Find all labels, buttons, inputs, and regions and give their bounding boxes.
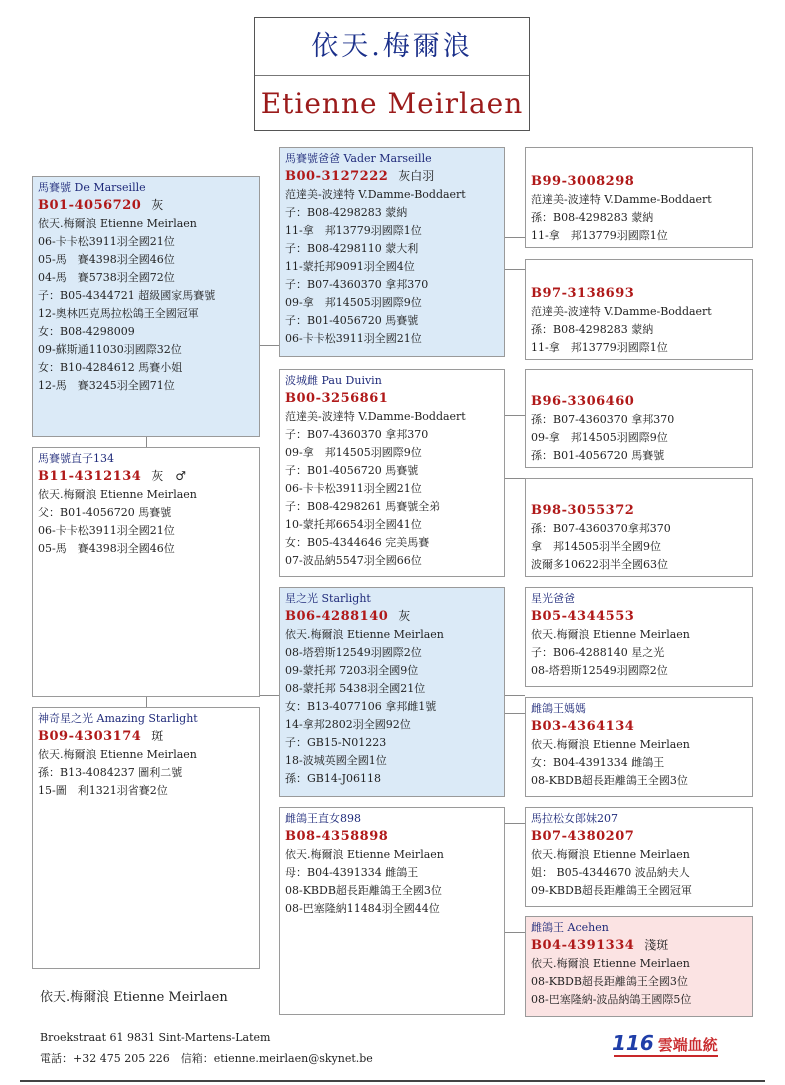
info-line: 孫：B13-4084237 圖利二號: [38, 766, 183, 779]
info-line: 孫：B01-4056720 馬賽號: [531, 449, 665, 462]
ring-number-row: [38, 467, 254, 486]
breeder-name: 依天.梅爾浪 Etienne Meirlaen: [40, 990, 228, 1005]
bird-color: 灰: [398, 609, 411, 623]
bird-color: 斑: [151, 729, 164, 743]
info-line: 18-波城英國全國1位: [285, 754, 387, 767]
bird-name: 馬拉松女郎妹207: [531, 812, 618, 825]
logo-underline: [614, 1055, 718, 1057]
info-line: 12-奧林匹克馬拉松鴿王全國冠軍: [38, 307, 199, 320]
ring-number-row: [38, 196, 254, 215]
cloud-pedigree-logo: [612, 1031, 722, 1057]
info-line: 依天.梅爾浪 Etienne Meirlaen: [38, 217, 197, 230]
connector-line: [505, 713, 525, 714]
connector-line: [505, 269, 525, 270]
ring-number: B07-4380207: [531, 829, 635, 844]
breeder-address: Broekstraat 61 9831 Sint-Martens-Latem: [40, 1031, 271, 1044]
info-line: 范達美-波達特 V.Damme-Boddaert: [531, 193, 712, 206]
info-line: 15-圖 利1321羽省賽2位: [38, 784, 168, 797]
info-line: 06-卡卡松3911羽全國21位: [38, 524, 175, 537]
bird-color: 灰白羽: [398, 169, 435, 183]
info-line: 女：B10-4284612 馬賽小姐: [38, 361, 183, 374]
owner-name-chinese: 依天.梅爾浪: [255, 18, 529, 76]
pedigree-card-sire: [32, 447, 260, 697]
info-line: 范達美-波達特 V.Damme-Boddaert: [285, 410, 466, 423]
info-line: 孫：B08-4298283 蒙納: [531, 211, 654, 224]
connector-line: [505, 695, 525, 696]
info-line: 波爾多10622羽半全國63位: [531, 558, 668, 571]
ring-number-row: [531, 607, 747, 626]
pedigree-card-dam-dam-dam: [525, 916, 753, 1017]
pedigree-card-subject: [32, 176, 260, 437]
info-line: 子：B08-4298261 馬賽號全弟: [285, 500, 441, 513]
bird-name: 雌鴿王 Acehen: [531, 921, 609, 934]
info-line: 08-蒙托邦 5438羽全國21位: [285, 682, 426, 695]
info-line: 04-馬 賽5738羽全國72位: [38, 271, 175, 284]
pedigree-card-sire-sire-sire: [525, 147, 753, 248]
info-line: 11-蒙托邦9091羽全國4位: [285, 260, 415, 273]
info-line: 11-拿 邦13779羽國際1位: [531, 341, 668, 354]
pedigree-card-sire-sire: [279, 147, 505, 357]
info-line: 女：B13-4077106 拿邦雌1號: [285, 700, 437, 713]
info-line: 08-巴塞隆納11484羽全國44位: [285, 902, 440, 915]
bird-color: 灰 ♂: [151, 469, 187, 483]
owner-name-english: Etienne Meirlaen: [260, 87, 524, 120]
info-line: 07-波品納5547羽全國66位: [285, 554, 422, 567]
pedigree-card-dam-dam: [279, 807, 505, 1015]
bird-color: 灰: [151, 198, 164, 212]
info-line: 孫：GB14-J06118: [285, 772, 381, 785]
ring-number-row: [531, 717, 747, 736]
info-line: 子：B08-4298283 蒙納: [285, 206, 408, 219]
info-line: 依天.梅爾浪 Etienne Meirlaen: [285, 848, 444, 861]
info-line: 子：B05-4344721 超級國家馬賽號: [38, 289, 216, 302]
pedigree-card-sire-dam-sire: [525, 369, 753, 468]
info-line: 08-塔碧斯12549羽國際2位: [285, 646, 422, 659]
info-line: 11-拿 邦13779羽國際1位: [285, 224, 422, 237]
breeder-contact: 電話：+32 475 205 226 信箱：etienne.meirlaen@skynet.be: [40, 1052, 373, 1065]
info-line: 子：B07-4360370 拿邦370: [285, 278, 429, 291]
info-line: 依天.梅爾浪 Etienne Meirlaen: [531, 848, 690, 861]
pedigree-card-sire-sire-dam: [525, 259, 753, 360]
bird-color: 淺斑: [644, 938, 669, 952]
info-line: 依天.梅爾浪 Etienne Meirlaen: [38, 748, 197, 761]
pedigree-card-dam-sire-sire: [525, 587, 753, 687]
bottom-divider: [20, 1080, 765, 1082]
ring-number: B98-3055372: [531, 503, 635, 518]
ring-number-row: [531, 827, 747, 846]
info-line: 09-蘇斯通11030羽國際32位: [38, 343, 182, 356]
info-line: 母：B04-4391334 雌鴿王: [285, 866, 419, 879]
ring-number: B08-4358898: [285, 829, 389, 844]
info-line: 依天.梅爾浪 Etienne Meirlaen: [531, 738, 690, 751]
pedigree-card-dam: [32, 707, 260, 969]
info-line: 范達美-波達特 V.Damme-Boddaert: [531, 305, 712, 318]
info-line: 子：GB15-N01223: [285, 736, 387, 749]
pedigree-card-dam-sire: [279, 587, 505, 797]
connector-line: [259, 695, 279, 696]
info-line: 08-KBDB超長距離鴿王全國3位: [531, 975, 688, 988]
info-line: 09-蒙托邦 7203羽全國9位: [285, 664, 419, 677]
ring-number: B04-4391334: [531, 938, 635, 953]
ring-number-row: [285, 607, 499, 626]
ring-number-row: [38, 727, 254, 746]
info-line: 拿 邦14505羽半全國9位: [531, 540, 661, 553]
ring-number: B00-3127222: [285, 169, 389, 184]
bird-name: 星之光 Starlight: [285, 592, 371, 605]
connector-line: [505, 478, 525, 479]
ring-number: B06-4288140: [285, 609, 389, 624]
info-line: 子：B08-4298110 蒙大利: [285, 242, 419, 255]
ring-number: B01-4056720: [38, 198, 142, 213]
connector-line: [146, 437, 147, 447]
bird-name: 雌鴿王直女898: [285, 812, 361, 825]
bird-name: 馬賽號爸爸 Vader Marseille: [285, 152, 432, 165]
connector-line: [505, 932, 525, 933]
bird-name: 星光爸爸: [531, 592, 575, 605]
bird-name: 神奇星之光 Amazing Starlight: [38, 712, 198, 725]
info-line: 子：B01-4056720 馬賽號: [285, 464, 419, 477]
connector-line: [146, 697, 147, 707]
pedigree-card-dam-dam-sire: [525, 807, 753, 907]
info-line: 11-拿 邦13779羽國際1位: [531, 229, 668, 242]
info-line: 06-卡卡松3911羽全國21位: [285, 482, 422, 495]
ring-number: B09-4303174: [38, 729, 142, 744]
bird-name: 雌鴿王媽媽: [531, 702, 586, 715]
ring-number: B05-4344553: [531, 609, 635, 624]
info-line: 女：B04-4391334 雌鴿王: [531, 756, 665, 769]
ring-number: B99-3008298: [531, 174, 635, 189]
info-line: 女：B05-4344646 完美馬賽: [285, 536, 430, 549]
connector-line: [505, 823, 525, 824]
info-line: 依天.梅爾浪 Etienne Meirlaen: [38, 488, 197, 501]
info-line: 子：B01-4056720 馬賽號: [285, 314, 419, 327]
ring-number: B96-3306460: [531, 394, 635, 409]
info-line: 依天.梅爾浪 Etienne Meirlaen: [531, 957, 690, 970]
logo-text: 雲端血統: [657, 1036, 718, 1054]
ring-number: B00-3256861: [285, 391, 389, 406]
info-line: 09-KBDB超長距離鴿王全國冠軍: [531, 884, 692, 897]
info-line: 依天.梅爾浪 Etienne Meirlaen: [531, 628, 690, 641]
info-line: 14-拿邦2802羽全國92位: [285, 718, 411, 731]
info-line: 孫：B07-4360370拿邦370: [531, 522, 671, 535]
info-line: 孫：B08-4298283 蒙納: [531, 323, 654, 336]
bird-name: 馬賽號直子134: [38, 452, 114, 465]
ring-number-row: [285, 167, 499, 186]
info-line: 06-卡卡松3911羽全國21位: [285, 332, 422, 345]
info-line: 09-拿 邦14505羽國際9位: [531, 431, 668, 444]
info-line: 08-巴塞隆納-波品納鴿王國際5位: [531, 993, 692, 1006]
connector-line: [505, 415, 525, 416]
ring-number: B97-3138693: [531, 286, 635, 301]
info-line: 08-塔碧斯12549羽國際2位: [531, 664, 668, 677]
info-line: 10-蒙托邦6654羽全國41位: [285, 518, 422, 531]
ring-number: B03-4364134: [531, 719, 635, 734]
info-line: 05-馬 賽4398羽全國46位: [38, 253, 175, 266]
title-box: [254, 17, 530, 131]
bird-name: 波城雌 Pau Duivin: [285, 374, 382, 387]
info-line: 05-馬 賽4398羽全國46位: [38, 542, 175, 555]
logo-number: 116: [612, 1031, 654, 1055]
info-line: 08-KBDB超長距離鴿王全國3位: [531, 774, 688, 787]
bird-name: 馬賽號 De Marseille: [38, 181, 146, 194]
info-line: 父：B01-4056720 馬賽號: [38, 506, 172, 519]
connector-line: [259, 345, 279, 346]
info-line: 姐： B05-4344670 波品納夫人: [531, 866, 690, 879]
info-line: 08-KBDB超長距離鴿王全國3位: [285, 884, 442, 897]
info-line: 12-馬 賽3245羽全國71位: [38, 379, 175, 392]
info-line: 依天.梅爾浪 Etienne Meirlaen: [285, 628, 444, 641]
info-line: 09-拿 邦14505羽國際9位: [285, 296, 422, 309]
info-line: 06-卡卡松3911羽全國21位: [38, 235, 175, 248]
info-line: 子：B06-4288140 星之光: [531, 646, 665, 659]
ring-number-row: [531, 501, 747, 520]
info-line: 范達美-波達特 V.Damme-Boddaert: [285, 188, 466, 201]
ring-number-row: [285, 827, 499, 846]
ring-number-row: [531, 392, 747, 411]
info-line: 女：B08-4298009: [38, 325, 135, 338]
ring-number-row: [531, 172, 747, 191]
ring-number-row: [531, 936, 747, 955]
info-line: 09-拿 邦14505羽國際9位: [285, 446, 422, 459]
pedigree-card-sire-dam-dam: [525, 478, 753, 577]
info-line: 子：B07-4360370 拿邦370: [285, 428, 429, 441]
pedigree-card-dam-sire-dam: [525, 697, 753, 797]
pedigree-card-sire-dam: [279, 369, 505, 577]
ring-number: B11-4312134: [38, 469, 142, 484]
connector-line: [505, 237, 525, 238]
ring-number-row: [285, 389, 499, 408]
info-line: 孫：B07-4360370 拿邦370: [531, 413, 675, 426]
ring-number-row: [531, 284, 747, 303]
